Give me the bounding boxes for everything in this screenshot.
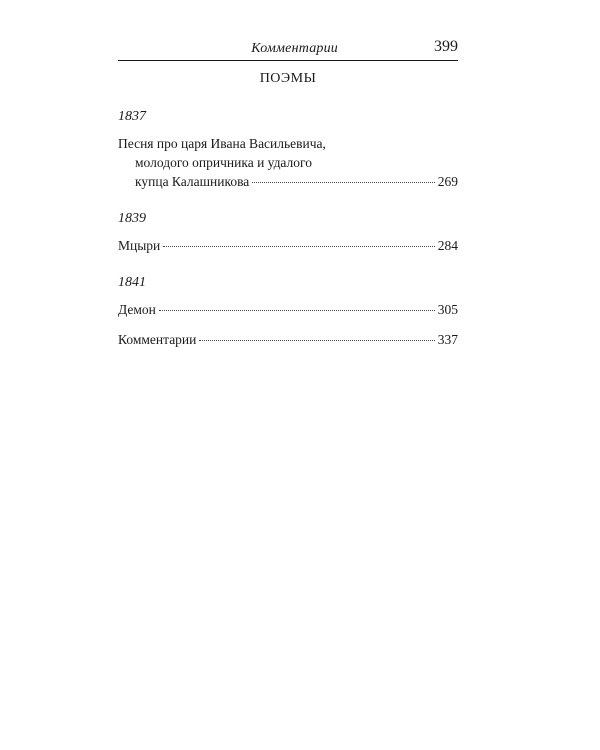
toc-entry-pesnya[interactable] (118, 134, 458, 191)
year-heading-1839: 1839 (118, 211, 146, 226)
toc-entry-mtsyri[interactable] (118, 236, 458, 255)
toc-page-number: 284 (437, 238, 458, 253)
toc-page (118, 38, 458, 349)
dot-leader (199, 340, 434, 341)
toc-entry-line: Песня про царя Ивана Васильевича, (118, 136, 326, 151)
toc-entry-line: Комментарии (118, 332, 197, 347)
toc-entry-last-line (118, 330, 458, 349)
running-head (118, 38, 458, 61)
toc-entry-last-line (118, 172, 458, 191)
toc-page-number: 337 (437, 332, 458, 347)
section-title: ПОЭМЫ (259, 71, 317, 86)
dot-leader (252, 182, 434, 183)
dot-leader (163, 246, 434, 247)
year-heading-1837: 1837 (118, 109, 146, 124)
running-title: Комментарии (251, 41, 338, 56)
page-number: 399 (434, 38, 458, 55)
toc-entry-demon[interactable] (118, 300, 458, 319)
toc-entry-line: молодого опричника и удалого (135, 155, 312, 170)
toc-entry-last-line (118, 236, 458, 255)
toc-entry-line: купца Калашникова (135, 174, 250, 189)
year-heading-1841: 1841 (118, 275, 146, 290)
toc-entry-line: Демон (118, 302, 156, 317)
toc-entry-kommentarii[interactable] (118, 330, 458, 349)
toc-entry-line: Мцыри (118, 238, 161, 253)
toc-page-number: 305 (437, 302, 458, 317)
toc-entry-last-line (118, 300, 458, 319)
toc-page-number: 269 (437, 174, 458, 189)
dot-leader (159, 310, 435, 311)
